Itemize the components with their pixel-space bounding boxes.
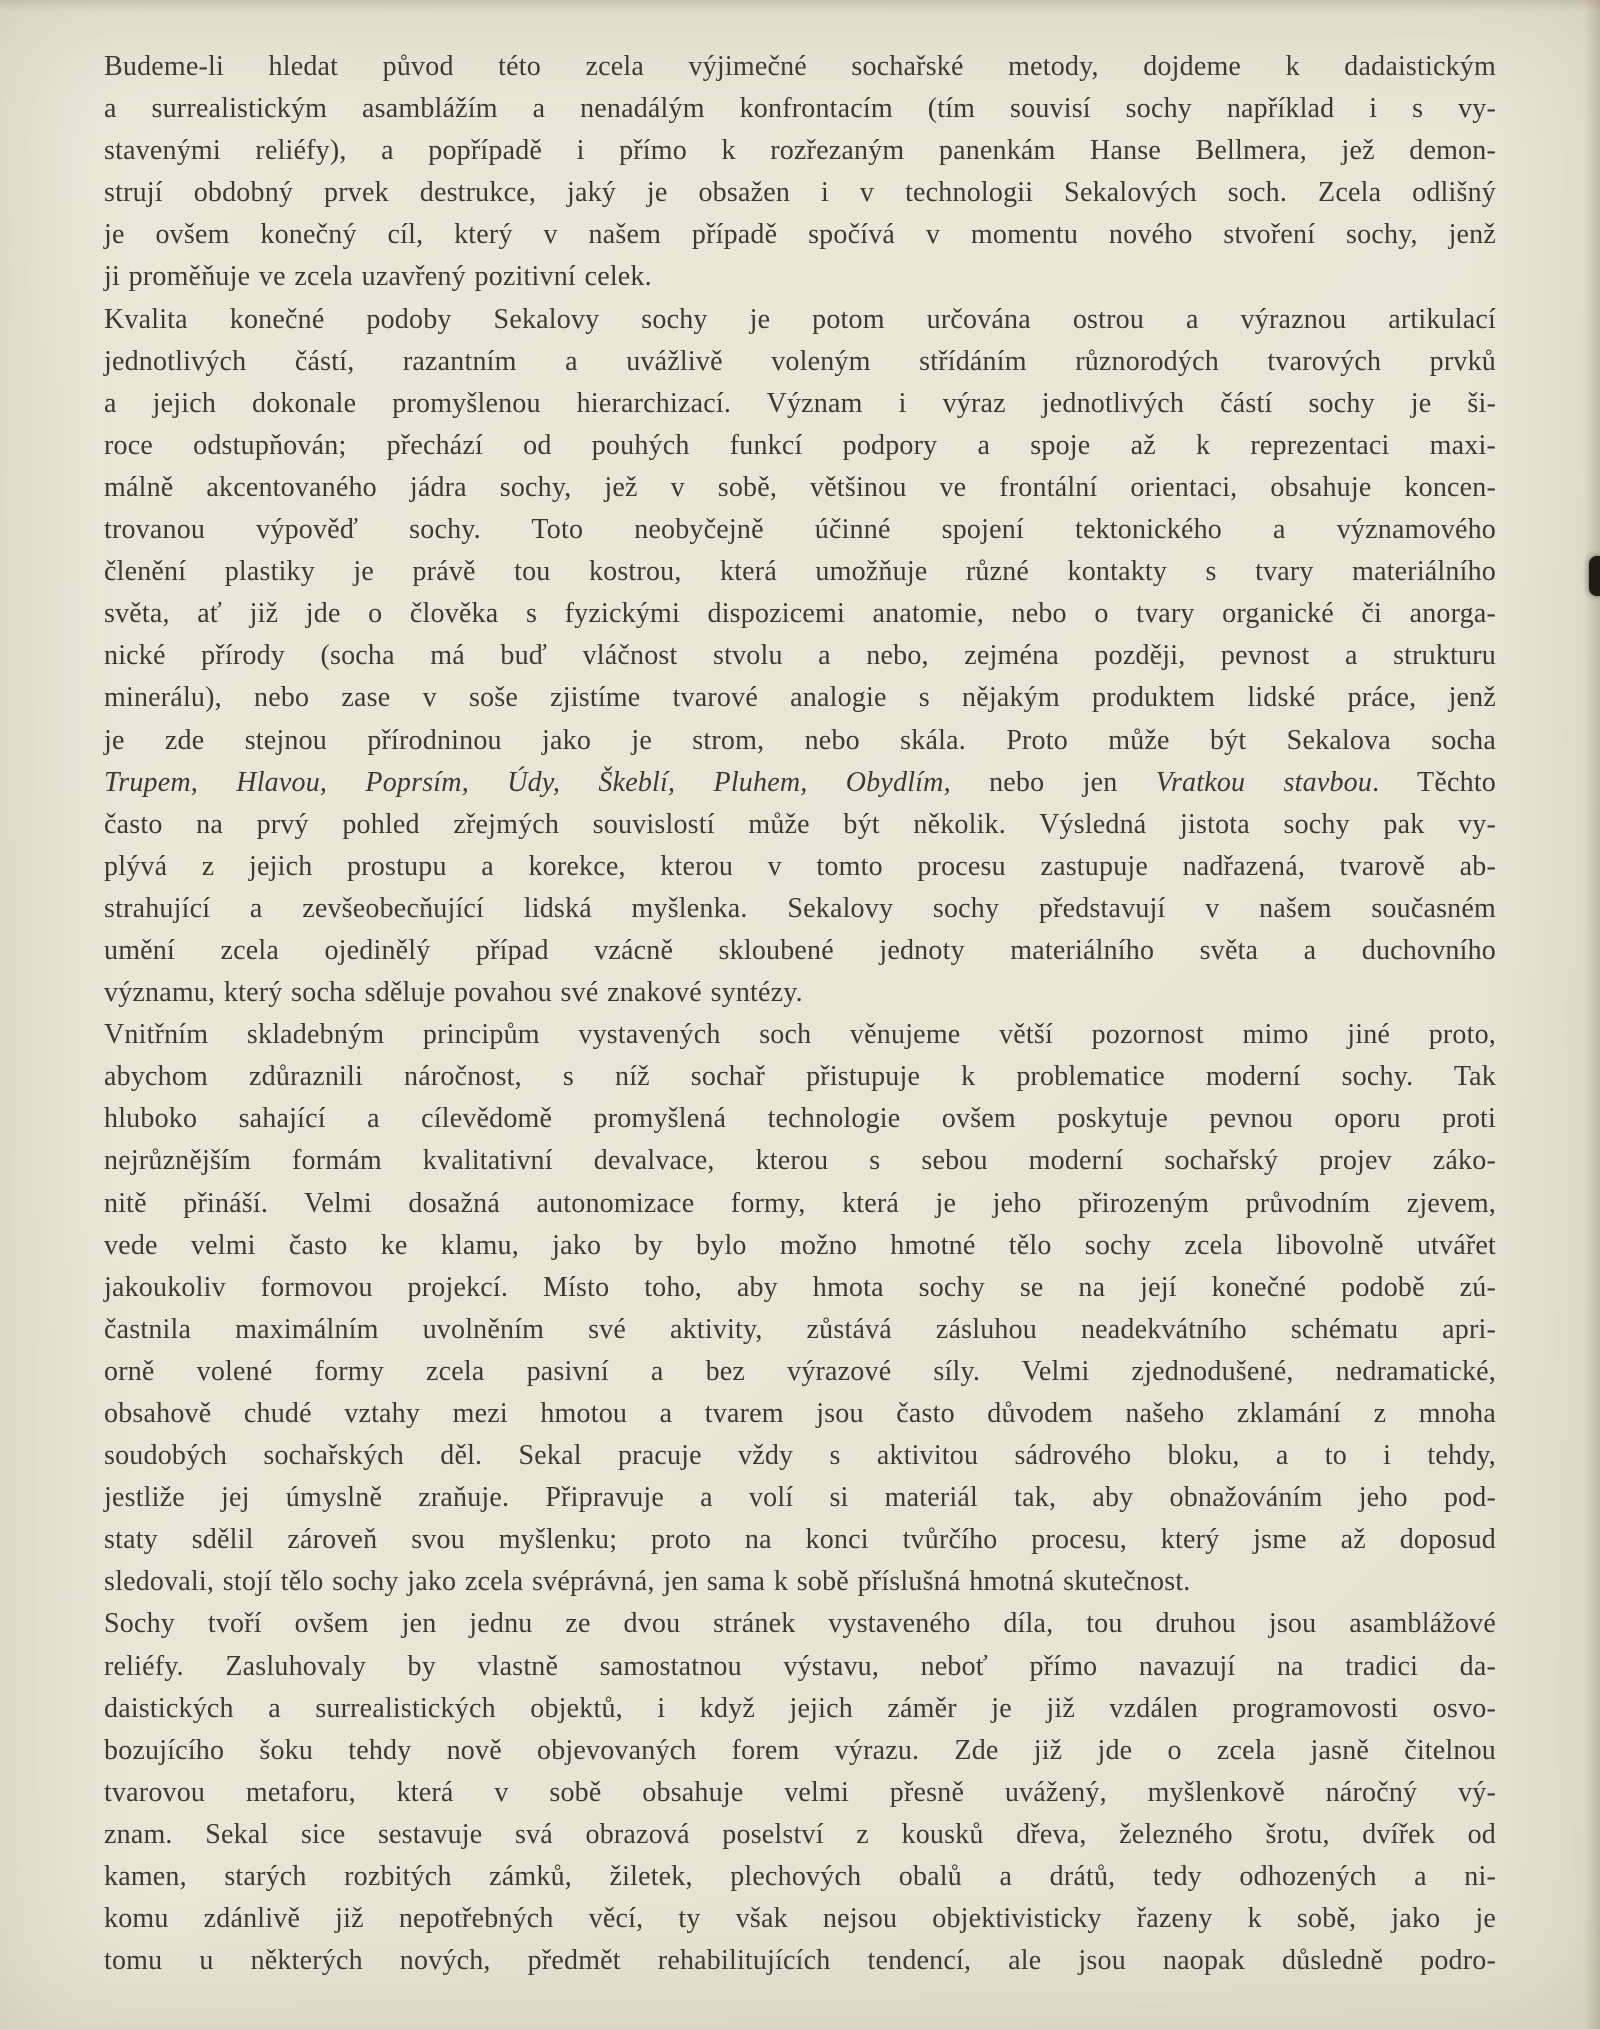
text-segment: soudobých sochařských děl. Sekal pracuje vždy s aktivitou sádrového bloku, a to i tehdy, [104, 1440, 1496, 1472]
text-segment: obsahově chudé vztahy mezi hmotou a tvarem jsou často důvodem našeho zklamání z mnoha [104, 1398, 1496, 1429]
text-segment: reliéfy. Zasluhovaly by vlastně samostatnou výstavu, neboť přímo navazují na tradici da- [104, 1650, 1496, 1682]
text-segment: minerálu), nebo zase v soše zjistíme tvarové analogie s nějakým produktem lidské práce, jenž [104, 682, 1496, 714]
text-segment: umění zcela ojedinělý případ vzácně skloubené jednoty materiálního světa a duchovního [104, 934, 1496, 966]
text-line [104, 972, 1496, 1014]
text-line [104, 677, 1496, 719]
text-segment: je zde stejnou přírodninou jako je strom, nebo skála. Proto může být Sekalova socha [104, 724, 1496, 756]
text-line [104, 1140, 1496, 1182]
text-line [104, 1603, 1496, 1645]
text-line [104, 1477, 1496, 1519]
text-line [104, 804, 1496, 846]
italic-text-segment: Vratkou stavbou [1155, 766, 1373, 798]
text-segment: sledovali, stojí tělo sochy jako zcela svéprávná, jen sama k sobě příslušná hmotná skutečnost. [104, 1566, 1191, 1598]
text-segment: a surrealistickým asamblážím a nenadálým konfrontacím (tím souvisí sochy například i s vy- [104, 93, 1496, 125]
text-segment: ji proměňuje ve zcela uzavřený pozitivní celek. [104, 261, 652, 293]
text-segment: nické přírody (socha má buď vláčnost stvolu a nebo, zejména později, pevnost a strukturu [104, 640, 1496, 672]
text-line [104, 1183, 1496, 1225]
text-line [104, 593, 1496, 635]
text-line [104, 551, 1496, 593]
text-segment: světa, ať již jde o člověka s fyzickými dispozicemi anatomie, nebo o tvary organické či anorga- [104, 598, 1496, 630]
text-segment: Kvalita konečné podoby Sekalovy sochy je potom určována ostrou a výraznou artikulací [104, 303, 1496, 335]
text-segment: plývá z jejich prostupu a korekce, kterou v tomto procesu zastupuje nadřazená, tvarově ab- [104, 850, 1496, 882]
text-line [104, 1688, 1496, 1730]
text-segment: . Těchto [1372, 766, 1496, 798]
text-segment: komu zdánlivě již nepotřebných věcí, ty však nejsou objektivisticky řazeny k sobě, jako je [104, 1903, 1496, 1935]
text-segment: Budeme-li hledat původ této zcela výjimečné sochařské metody, dojdeme k dadaistickým [104, 51, 1496, 82]
text-segment: strahující a zevšeobecňující lidská myšlenka. Sekalovy sochy představují v našem současném [104, 892, 1496, 924]
text-segment: nebo jen [950, 766, 1156, 798]
scan-edge-shadow-top [0, 0, 1600, 12]
text-segment: nitě přináší. Velmi dosažná autonomizace formy, která je jeho přirozeným průvodním zjevem, [104, 1187, 1496, 1219]
text-segment: málně akcentovaného jádra sochy, jež v sobě, většinou ve frontální orientaci, obsahuje koncen- [104, 471, 1496, 503]
text-segment: hluboko sahající a cílevědomě promyšlená technologie ovšem poskytuje pevnou oporu proti [104, 1103, 1496, 1135]
text-line [104, 1267, 1496, 1309]
text-segment: trovanou výpověď sochy. Toto neobyčejně účinné spojení tektonického a významového [104, 514, 1496, 546]
text-line [104, 1940, 1496, 1982]
text-line [104, 1772, 1496, 1814]
text-line [104, 1814, 1496, 1856]
text-line [104, 1435, 1496, 1477]
text-segment: stavenými reliéfy), a popřípadě i přímo k rozřezaným panenkám Hanse Bellmera, jež demon- [104, 135, 1496, 167]
text-segment: abychom zdůraznili náročnost, s níž sochař přistupuje k problematice moderní sochy. Tak [104, 1061, 1496, 1093]
text-line [104, 1898, 1496, 1940]
text-segment: tomu u některých nových, předmět rehabilitujících tendencí, ale jsou naopak důsledně podro- [104, 1945, 1496, 1977]
text-segment: Vnitřním skladebným principům vystavených soch věnujeme větší pozornost mimo jiné proto, [104, 1019, 1496, 1051]
text-segment: jestliže jej úmyslně zraňuje. Připravuje a volí si materiál tak, aby obnažováním jeho pod- [104, 1482, 1496, 1514]
text-line [104, 888, 1496, 930]
scan-edge-shadow-right [1584, 0, 1600, 2029]
text-segment: daistických a surrealistických objektů, i když jejich záměr je již vzdálen programovosti osvo- [104, 1692, 1496, 1724]
text-line [104, 1056, 1496, 1098]
text-segment: orně volené formy zcela pasivní a bez výrazové síly. Velmi zjednodušené, nedramatické, [104, 1355, 1496, 1387]
text-segment: je ovšem konečný cíl, který v našem případě spočívá v momentu nového stvoření sochy, jenž [104, 219, 1496, 251]
text-segment: jakoukoliv formovou projekcí. Místo toho, aby hmota sochy se na její konečné podobě zú- [104, 1271, 1496, 1303]
text-line [104, 341, 1496, 383]
body-text-column [104, 46, 1496, 1982]
text-line [104, 1309, 1496, 1351]
text-line [104, 1856, 1496, 1898]
text-segment: častnila maximálním uvolněním své aktivity, zůstává zásluhou neadekvátního schématu apri- [104, 1313, 1496, 1345]
text-line [104, 762, 1496, 804]
text-line [104, 383, 1496, 425]
text-line [104, 635, 1496, 677]
text-line [104, 214, 1496, 256]
text-line [104, 846, 1496, 888]
text-segment: bozujícího šoku tehdy nově objevovaných forem výrazu. Zde již jde o zcela jasně čitelnou [104, 1734, 1496, 1766]
text-segment: strují obdobný prvek destrukce, jaký je obsažen i v technologii Sekalových soch. Zcela odlišný [104, 177, 1496, 209]
text-segment: staty sdělil zároveň svou myšlenku; proto na konci tvůrčího procesu, který jsme až doposud [104, 1524, 1496, 1556]
text-segment: a jejich dokonale promyšlenou hierarchizací. Význam i výraz jednotlivých částí sochy je ši- [104, 387, 1496, 419]
text-segment: roce odstupňován; přechází od pouhých funkcí podpory a spoje až k reprezentaci maxi- [104, 429, 1496, 461]
text-segment: kamen, starých rozbitých zámků, žiletek, plechových obalů a drátů, tedy odhozených a ni- [104, 1861, 1496, 1893]
text-line [104, 256, 1496, 298]
text-segment: členění plastiky je právě tou kostrou, která umožňuje různé kontakty s tvary materiálního [104, 556, 1496, 588]
text-line [104, 720, 1496, 762]
text-line [104, 1014, 1496, 1056]
text-line [104, 425, 1496, 467]
text-line [104, 1225, 1496, 1267]
text-segment: vede velmi často ke klamu, jako by bylo možno hmotné tělo sochy zcela libovolně utvářet [104, 1229, 1496, 1261]
text-line [104, 1519, 1496, 1561]
text-segment: významu, který socha sděluje povahou své znakové syntézy. [104, 977, 803, 1009]
text-line [104, 46, 1496, 88]
text-line [104, 930, 1496, 972]
text-line [104, 1730, 1496, 1772]
text-line [104, 1351, 1496, 1393]
text-line [104, 88, 1496, 130]
italic-text-segment: Trupem, Hlavou, Poprsím, Údy, Škeblí, Pluhem, Obydlím, [104, 766, 951, 798]
text-segment: jednotlivých částí, razantním a uvážlivě voleným střídáním různorodých tvarových prvků [104, 345, 1496, 377]
text-line [104, 299, 1496, 341]
text-line [104, 1646, 1496, 1688]
text-line [104, 467, 1496, 509]
text-line [104, 509, 1496, 551]
text-line [104, 1393, 1496, 1435]
text-segment: často na prvý pohled zřejmých souvislostí může být několik. Výsledná jistota sochy pak vy- [104, 808, 1496, 840]
text-line [104, 130, 1496, 172]
text-line [104, 1561, 1496, 1603]
text-line [104, 1098, 1496, 1140]
text-segment: nejrůznějším formám kvalitativní devalvace, kterou s sebou moderní sochařský projev záko- [104, 1145, 1496, 1177]
text-segment: Sochy tvoří ovšem jen jednu ze dvou stránek vystaveného díla, tou druhou jsou asamblážové [104, 1608, 1496, 1640]
ink-smudge [1589, 556, 1600, 596]
text-segment: tvarovou metaforu, která v sobě obsahuje velmi přesně uvážený, myšlenkově náročný vý- [104, 1776, 1496, 1808]
text-segment: znam. Sekal sice sestavuje svá obrazová poselství z kousků dřeva, železného šrotu, dvířek od [104, 1818, 1496, 1850]
text-line [104, 172, 1496, 214]
